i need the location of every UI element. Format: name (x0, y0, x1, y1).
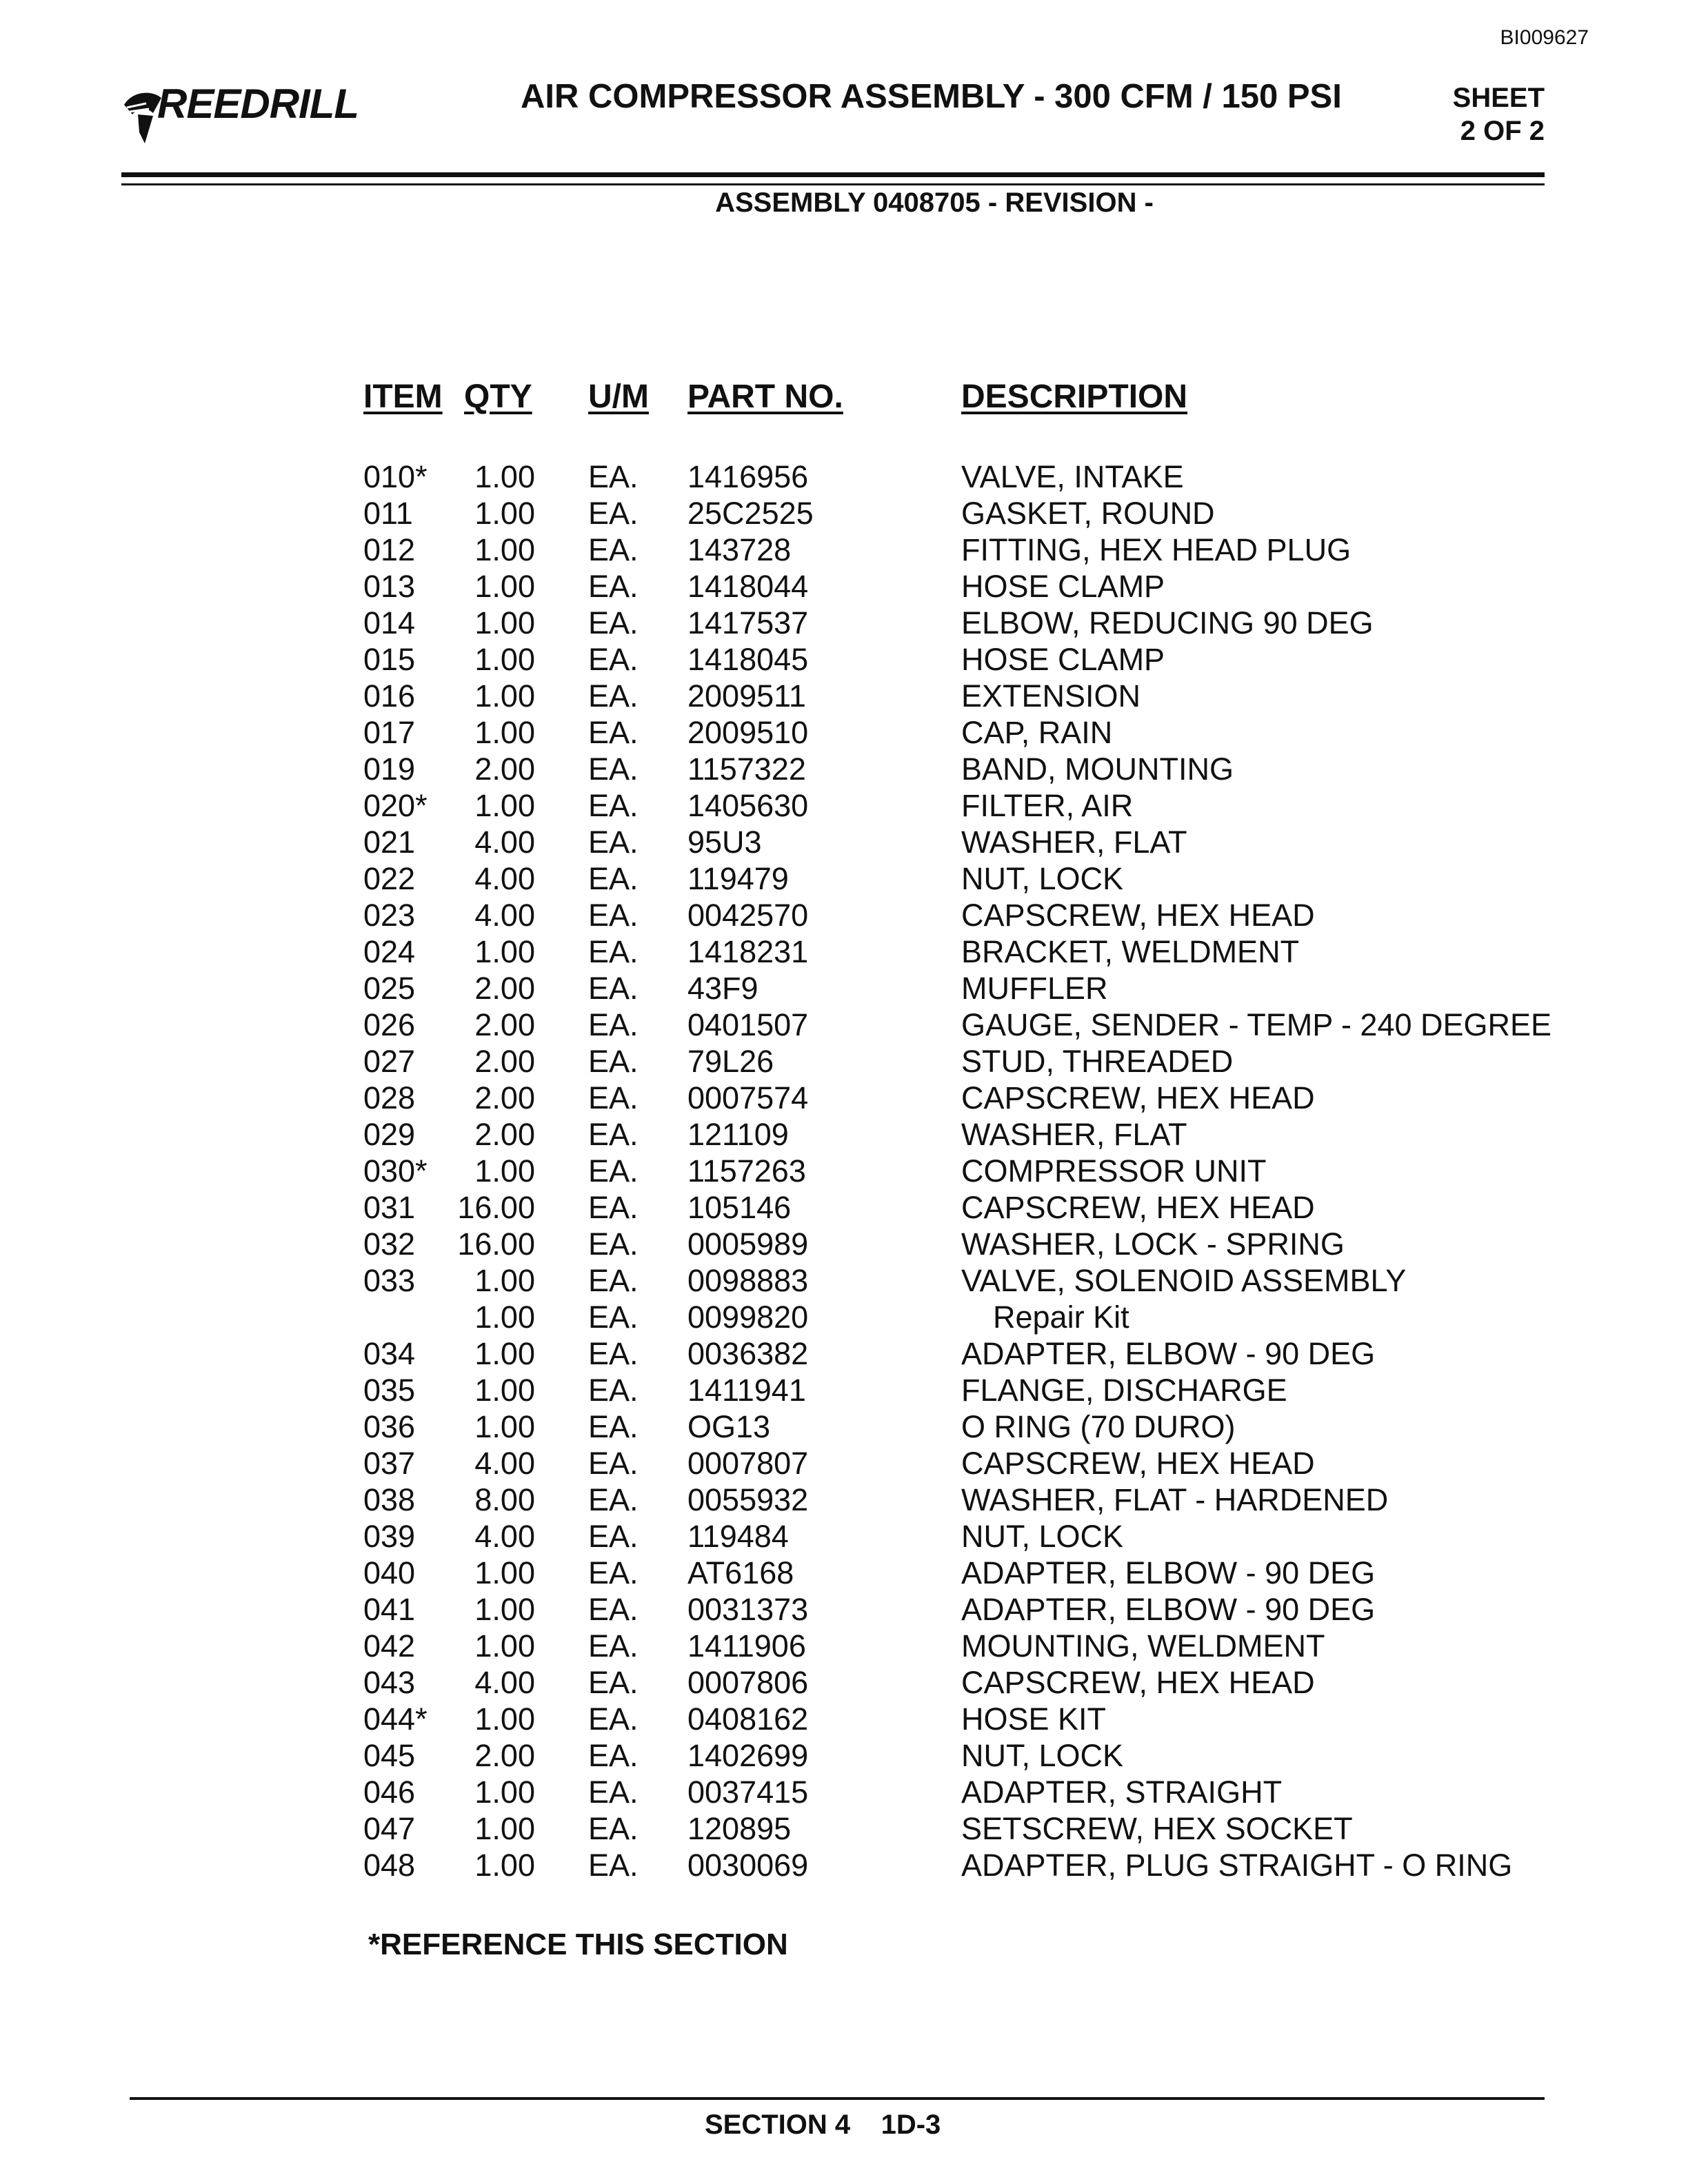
description: ADAPTER, STRAIGHT (961, 1775, 1283, 1810)
part-number: 1157322 (687, 751, 806, 787)
column-header-um: U/M (588, 378, 649, 415)
unit-of-measure: EA. (588, 1592, 639, 1627)
column-header-item: ITEM (363, 378, 443, 415)
table-row (0, 1519, 1688, 1555)
column-header-description: DESCRIPTION (961, 378, 1188, 415)
quantity: 1.00 (474, 788, 535, 823)
unit-of-measure: EA. (588, 1665, 639, 1700)
table-row (0, 1701, 1688, 1738)
quantity: 1.00 (474, 1701, 535, 1737)
part-number: 2009510 (687, 715, 809, 750)
quantity: 2.00 (474, 1117, 535, 1152)
description: BRACKET, WELDMENT (961, 934, 1300, 969)
part-number: 119479 (687, 861, 789, 896)
unit-of-measure: EA. (588, 1190, 639, 1225)
unit-of-measure: EA. (588, 1738, 639, 1773)
unit-of-measure: EA. (588, 1263, 639, 1298)
unit-of-measure: EA. (588, 1007, 639, 1042)
sheet-indicator (1453, 81, 1545, 148)
part-number: 0007806 (687, 1665, 809, 1700)
item-number: 019 (363, 751, 416, 787)
quantity: 1.00 (474, 1848, 535, 1883)
description: CAPSCREW, HEX HEAD (961, 1665, 1315, 1700)
description: NUT, LOCK (961, 1738, 1124, 1773)
description: CAPSCREW, HEX HEAD (961, 1080, 1315, 1115)
item-number: 033 (363, 1263, 416, 1298)
unit-of-measure: EA. (588, 1153, 639, 1189)
item-number: 047 (363, 1811, 416, 1846)
header-rule-thick (121, 172, 1545, 177)
document-id: BI009627 (1500, 26, 1589, 49)
part-number: 1418045 (687, 642, 809, 677)
table-row (0, 1555, 1688, 1592)
unit-of-measure: EA. (588, 1482, 639, 1517)
unit-of-measure: EA. (588, 569, 639, 604)
part-number: 0030069 (687, 1848, 809, 1883)
unit-of-measure: EA. (588, 532, 639, 567)
item-number: 031 (363, 1190, 416, 1225)
sheet-value: 2 OF 2 (1460, 116, 1545, 146)
page-footer: SECTION 4 1D-3 (705, 2110, 941, 2140)
description: ELBOW, REDUCING 90 DEG (961, 605, 1374, 640)
item-number: 044* (363, 1701, 428, 1737)
part-number: 0042570 (687, 898, 809, 933)
description: VALVE, SOLENOID ASSEMBLY (961, 1263, 1407, 1298)
item-number: 034 (363, 1336, 416, 1371)
table-row (0, 532, 1688, 569)
item-number: 032 (363, 1226, 416, 1262)
quantity: 2.00 (474, 1044, 535, 1079)
parts-table (0, 459, 1688, 1884)
table-row (0, 1775, 1688, 1811)
description: HOSE CLAMP (961, 642, 1165, 677)
quantity: 16.00 (457, 1226, 535, 1262)
quantity: 4.00 (474, 825, 535, 860)
table-row (0, 1153, 1688, 1190)
item-number: 043 (363, 1665, 416, 1700)
unit-of-measure: EA. (588, 1373, 639, 1408)
quantity: 1.00 (474, 934, 535, 969)
unit-of-measure: EA. (588, 788, 639, 823)
unit-of-measure: EA. (588, 1409, 639, 1444)
description: CAPSCREW, HEX HEAD (961, 1190, 1315, 1225)
quantity: 2.00 (474, 1007, 535, 1042)
unit-of-measure: EA. (588, 1555, 639, 1590)
unit-of-measure: EA. (588, 678, 639, 714)
quantity: 4.00 (474, 1519, 535, 1554)
table-row (0, 1848, 1688, 1884)
part-number: 1416956 (687, 459, 809, 494)
item-number: 023 (363, 898, 416, 933)
item-number: 040 (363, 1555, 416, 1590)
unit-of-measure: EA. (588, 1336, 639, 1371)
quantity: 1.00 (474, 1263, 535, 1298)
part-number: 121109 (687, 1117, 789, 1152)
part-number: 1402699 (687, 1738, 809, 1773)
description: SETSCREW, HEX SOCKET (961, 1811, 1353, 1846)
quantity: 1.00 (474, 678, 535, 714)
quantity: 2.00 (474, 1738, 535, 1773)
part-number: 25C2525 (687, 496, 814, 531)
part-number: 120895 (687, 1811, 792, 1846)
unit-of-measure: EA. (588, 642, 639, 677)
table-row (0, 496, 1688, 532)
description: GASKET, ROUND (961, 496, 1215, 531)
quantity: 4.00 (474, 1665, 535, 1700)
item-number: 028 (363, 1080, 416, 1115)
table-row (0, 1044, 1688, 1080)
item-number: 046 (363, 1775, 416, 1810)
item-number: 016 (363, 678, 416, 714)
quantity: 4.00 (474, 861, 535, 896)
part-number: 0031373 (687, 1592, 809, 1627)
quantity: 16.00 (457, 1190, 535, 1225)
item-number: 045 (363, 1738, 416, 1773)
quantity: 1.00 (474, 1153, 535, 1189)
part-number: 1418044 (687, 569, 809, 604)
description: COMPRESSOR UNIT (961, 1153, 1267, 1189)
part-number: 79L26 (687, 1044, 774, 1079)
item-number: 030* (363, 1153, 428, 1189)
quantity: 8.00 (474, 1482, 535, 1517)
description: WASHER, FLAT - HARDENED (961, 1482, 1389, 1517)
unit-of-measure: EA. (588, 1300, 639, 1335)
unit-of-measure: EA. (588, 496, 639, 531)
unit-of-measure: EA. (588, 1519, 639, 1554)
part-number: 119484 (687, 1519, 789, 1554)
quantity: 1.00 (474, 1775, 535, 1810)
item-number: 024 (363, 934, 416, 969)
table-row (0, 1409, 1688, 1446)
table-row (0, 1738, 1688, 1775)
quantity: 1.00 (474, 1592, 535, 1627)
item-number: 021 (363, 825, 416, 860)
description: ADAPTER, ELBOW - 90 DEG (961, 1555, 1376, 1590)
table-row (0, 861, 1688, 898)
table-row (0, 971, 1688, 1007)
part-number: OG13 (687, 1409, 771, 1444)
description: CAP, RAIN (961, 715, 1113, 750)
description: NUT, LOCK (961, 861, 1124, 896)
unit-of-measure: EA. (588, 715, 639, 750)
item-number: 017 (363, 715, 416, 750)
quantity: 1.00 (474, 605, 535, 640)
item-number: 041 (363, 1592, 416, 1627)
unit-of-measure: EA. (588, 861, 639, 896)
part-number: 95U3 (687, 825, 762, 860)
item-number: 011 (363, 496, 413, 531)
item-number: 012 (363, 532, 416, 567)
description: MUFFLER (961, 971, 1108, 1006)
quantity: 1.00 (474, 1409, 535, 1444)
part-number: AT6168 (687, 1555, 794, 1590)
description: FITTING, HEX HEAD PLUG (961, 532, 1352, 567)
unit-of-measure: EA. (588, 971, 639, 1006)
table-row (0, 1811, 1688, 1848)
logo-text: REEDRILL (157, 81, 359, 127)
table-row (0, 715, 1688, 751)
description: CAPSCREW, HEX HEAD (961, 1446, 1315, 1481)
quantity: 1.00 (474, 715, 535, 750)
quantity: 1.00 (474, 459, 535, 494)
part-number: 0037415 (687, 1775, 809, 1810)
part-number: 1411906 (687, 1628, 806, 1664)
unit-of-measure: EA. (588, 605, 639, 640)
item-number: 048 (363, 1848, 416, 1883)
part-number: 1417537 (687, 605, 809, 640)
table-row (0, 1482, 1688, 1519)
part-number: 1157263 (687, 1153, 806, 1189)
unit-of-measure: EA. (588, 1775, 639, 1810)
quantity: 4.00 (474, 898, 535, 933)
unit-of-measure: EA. (588, 1117, 639, 1152)
item-number: 026 (363, 1007, 416, 1042)
reference-note: *REFERENCE THIS SECTION (368, 1928, 788, 1961)
page-title: AIR COMPRESSOR ASSEMBLY - 300 CFM / 150 PSI (521, 78, 1342, 115)
column-header-part: PART NO. (687, 378, 843, 415)
part-number: 105146 (687, 1190, 792, 1225)
quantity: 2.00 (474, 971, 535, 1006)
unit-of-measure: EA. (588, 898, 639, 933)
column-header-qty: QTY (464, 378, 532, 415)
quantity: 1.00 (474, 642, 535, 677)
item-number: 037 (363, 1446, 416, 1481)
part-number: 0099820 (687, 1300, 809, 1335)
part-number: 0408162 (687, 1701, 809, 1737)
quantity: 2.00 (474, 751, 535, 787)
item-number: 015 (363, 642, 416, 677)
part-number: 0055932 (687, 1482, 809, 1517)
quantity: 1.00 (474, 1628, 535, 1664)
header-rule-thin (121, 183, 1545, 185)
unit-of-measure: EA. (588, 825, 639, 860)
description: MOUNTING, WELDMENT (961, 1628, 1325, 1664)
item-number: 020* (363, 788, 428, 823)
table-row (0, 1263, 1688, 1300)
description: HOSE KIT (961, 1701, 1107, 1737)
unit-of-measure: EA. (588, 751, 639, 787)
unit-of-measure: EA. (588, 459, 639, 494)
table-row (0, 1665, 1688, 1701)
unit-of-measure: EA. (588, 1848, 639, 1883)
table-row (0, 825, 1688, 861)
table-row (0, 1300, 1688, 1336)
unit-of-measure: EA. (588, 1446, 639, 1481)
quantity: 1.00 (474, 1811, 535, 1846)
item-number: 035 (363, 1373, 416, 1408)
unit-of-measure: EA. (588, 1811, 639, 1846)
description: VALVE, INTAKE (961, 459, 1184, 494)
table-row (0, 751, 1688, 788)
description: NUT, LOCK (961, 1519, 1124, 1554)
quantity: 4.00 (474, 1446, 535, 1481)
description: GAUGE, SENDER - TEMP - 240 DEGREE (961, 1007, 1552, 1042)
description: ADAPTER, ELBOW - 90 DEG (961, 1592, 1376, 1627)
table-row (0, 678, 1688, 715)
description: EXTENSION (961, 678, 1141, 714)
unit-of-measure: EA. (588, 1080, 639, 1115)
part-number: 1411941 (687, 1373, 806, 1408)
part-number: 2009511 (687, 678, 806, 714)
part-number: 0401507 (687, 1007, 809, 1042)
description: BAND, MOUNTING (961, 751, 1234, 787)
item-number: 013 (363, 569, 416, 604)
table-row (0, 898, 1688, 934)
table-row (0, 1628, 1688, 1665)
unit-of-measure: EA. (588, 934, 639, 969)
quantity: 1.00 (474, 1373, 535, 1408)
table-row (0, 934, 1688, 971)
part-number: 0007807 (687, 1446, 809, 1481)
company-logo (119, 77, 359, 146)
unit-of-measure: EA. (588, 1226, 639, 1262)
item-number: 022 (363, 861, 416, 896)
part-number: 1405630 (687, 788, 809, 823)
part-number: 0005989 (687, 1226, 809, 1262)
table-row (0, 642, 1688, 678)
quantity: 1.00 (474, 496, 535, 531)
unit-of-measure: EA. (588, 1044, 639, 1079)
item-number: 010* (363, 459, 428, 494)
table-row (0, 1080, 1688, 1117)
item-number: 036 (363, 1409, 416, 1444)
description: STUD, THREADED (961, 1044, 1234, 1079)
table-row (0, 605, 1688, 642)
table-row (0, 1446, 1688, 1482)
quantity: 1.00 (474, 1555, 535, 1590)
table-row (0, 1226, 1688, 1263)
description: FILTER, AIR (961, 788, 1134, 823)
item-number: 029 (363, 1117, 416, 1152)
unit-of-measure: EA. (588, 1628, 639, 1664)
table-row (0, 569, 1688, 605)
quantity: 2.00 (474, 1080, 535, 1115)
description: O RING (70 DURO) (961, 1409, 1236, 1444)
quantity: 1.00 (474, 1336, 535, 1371)
table-row (0, 1117, 1688, 1153)
description: Repair Kit (993, 1300, 1129, 1335)
item-number: 039 (363, 1519, 416, 1554)
sheet-label: SHEET (1452, 83, 1545, 113)
quantity: 1.00 (474, 532, 535, 567)
part-number: 0098883 (687, 1263, 809, 1298)
table-row (0, 1373, 1688, 1409)
item-number: 025 (363, 971, 416, 1006)
quantity: 1.00 (474, 1300, 535, 1335)
item-number: 027 (363, 1044, 416, 1079)
description: WASHER, FLAT (961, 1117, 1187, 1152)
assembly-revision: ASSEMBLY 0408705 - REVISION - (715, 188, 1154, 218)
table-row (0, 1007, 1688, 1044)
item-number: 042 (363, 1628, 416, 1664)
table-row (0, 788, 1688, 825)
description: FLANGE, DISCHARGE (961, 1373, 1287, 1408)
description: HOSE CLAMP (961, 569, 1165, 604)
description: ADAPTER, ELBOW - 90 DEG (961, 1336, 1376, 1371)
part-number: 0007574 (687, 1080, 809, 1115)
description: ADAPTER, PLUG STRAIGHT - O RING (961, 1848, 1513, 1883)
part-number: 1418231 (687, 934, 809, 969)
item-number: 038 (363, 1482, 416, 1517)
item-number: 014 (363, 605, 416, 640)
footer-rule (130, 2097, 1545, 2100)
table-row (0, 1336, 1688, 1373)
unit-of-measure: EA. (588, 1701, 639, 1737)
table-row (0, 1190, 1688, 1226)
part-number: 143728 (687, 532, 792, 567)
part-number: 43F9 (687, 971, 758, 1006)
description: CAPSCREW, HEX HEAD (961, 898, 1315, 933)
table-row (0, 1592, 1688, 1628)
description: WASHER, FLAT (961, 825, 1187, 860)
quantity: 1.00 (474, 569, 535, 604)
description: WASHER, LOCK - SPRING (961, 1226, 1345, 1262)
table-row (0, 459, 1688, 496)
part-number: 0036382 (687, 1336, 809, 1371)
